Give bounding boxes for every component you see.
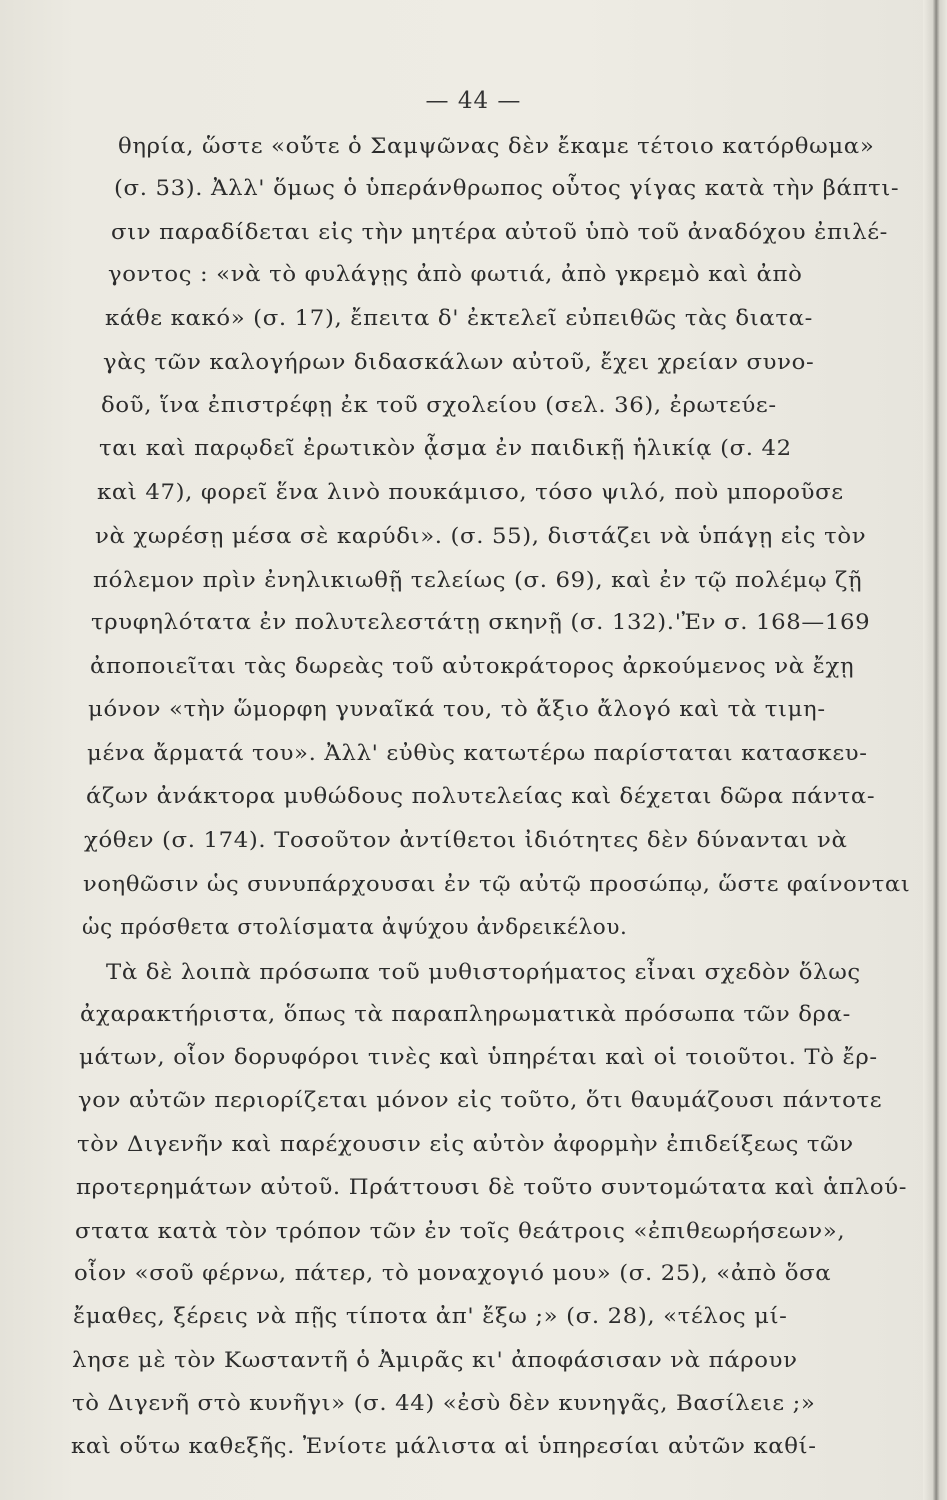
text-line: καὶ 47), φορεῖ ἕνα λινὸ πουκάμισο, τόσο ψιλό, ποὺ μποροῦσε [97, 480, 844, 505]
text-line: ἀποποιεῖται τὰς δωρεὰς τοῦ αὐτοκράτορος ἀρκούμενος νὰ ἔχῃ [90, 654, 855, 679]
text-line: χόθεν (σ. 174). Τοσοῦτον ἀντίθετοι ἰδιότητες δὲν δύνανται νὰ [84, 828, 848, 853]
text-line: γὰς τῶν καλογήρων διδασκάλων αὐτοῦ, ἔχει χρείαν συνο- [103, 350, 815, 375]
page-number: — 44 — [425, 88, 522, 114]
text-line: ἀχαρακτήριστα, ὅπως τὰ παραπληρωματικὰ πρόσωπα τῶν δρα- [80, 1002, 851, 1027]
text-line: οἷον «σοῦ φέρνω, πάτερ, τὸ μοναχογιό μου» (σ. 25), «ἀπὸ ὅσα [74, 1261, 832, 1286]
text-line: σιν παραδίδεται εἰς τὴν μητέρα αὐτοῦ ὑπὸ τοῦ ἀναδόχου ἐπιλέ- [111, 220, 888, 245]
text-line: προτερημάτων αὐτοῦ. Πράττουσι δὲ τοῦτο συντομώτατα καὶ ἁπλού- [76, 1175, 908, 1200]
text-line: τρυφηλότατα ἐν πολυτελεστάτῃ σκηνῇ (σ. 132).'Ἐν σ. 168—169 [91, 610, 871, 635]
text-line: ἔμαθες, ξέρεις νὰ πῇς τίποτα ἀπ' ἔξω ;» (σ. 28), «τέλος μί- [73, 1304, 788, 1329]
text-line: στατα κατὰ τὸν τρόπον τῶν ἐν τοῖς θεάτροις «ἐπιθεωρήσεων», [75, 1219, 846, 1244]
text-line: γον αὐτῶν περιορίζεται μόνον εἰς τοῦτο, ὅτι θαυμάζουσι πάντοτε [78, 1088, 883, 1113]
text-line: γοντος : «νὰ τὸ φυλάγῃς ἀπὸ φωτιά, ἀπὸ γκρεμὸ καὶ ἀπὸ [108, 262, 803, 287]
text-line: (σ. 53). Ἀλλ' ὅμως ὁ ὑπεράνθρωπος οὗτος γίγας κατὰ τὴν βάπτι- [114, 176, 900, 201]
text-line: μένα ἄρματά του». Ἀλλ' εὐθὺς κατωτέρω παρίσταται κατασκευ- [87, 741, 868, 766]
text-line: τὸ Διγενῆ στὸ κυνῆγι» (σ. 44) «ἐσὺ δὲν κυνηγᾶς, Βασίλειε ;» [72, 1391, 816, 1416]
text-line: ται καὶ παρῳδεῖ ἐρωτικὸν ᾆσμα ἐν παιδικῇ ἡλικίᾳ (σ. 42 [99, 436, 792, 461]
text-line: ὡς πρόσθετα στολίσματα ἀψύχου ἀνδρεικέλου. [82, 915, 628, 940]
text-line: πόλεμον πρὶν ἐνηλικιωθῇ τελείως (σ. 69), καὶ ἐν τῷ πολέμῳ ζῇ [93, 568, 863, 593]
text-line: κάθε κακό» (σ. 17), ἔπειτα δ' ἐκτελεῖ εὐπειθῶς τὰς διατα- [105, 306, 813, 331]
text-line: καὶ οὕτω καθεξῆς. Ἐνίοτε μάλιστα αἱ ὑπηρεσίαι αὐτῶν καθί- [71, 1434, 817, 1459]
text-line: νοηθῶσιν ὡς συνυπάρχουσαι ἐν τῷ αὐτῷ προσώπῳ, ὥστε φαίνονται [83, 872, 911, 897]
text-line: μάτων, οἷον δορυφόροι τινὲς καὶ ὑπηρέται καὶ οἱ τοιοῦτοι. Τὸ ἔρ- [79, 1045, 878, 1070]
text-line: μόνον «τὴν ὥμορφη γυναῖκά του, τὸ ἄξιο ἄλογό καὶ τὰ τιμη- [88, 697, 826, 722]
text-line: άζων ἀνάκτορα μυθώδους πολυτελείας καὶ δέχεται δῶρα πάντα- [86, 784, 876, 809]
text-line: θηρία, ὥστε «οὔτε ὁ Σαμψῶνας δὲν ἔκαμε τέτοιο κατόρθωμα» [118, 134, 875, 159]
page-edge-shadow [923, 0, 947, 1500]
text-line: νὰ χωρέσῃ μέσα σὲ καρύδι». (σ. 55), διστάζει νὰ ὑπάγῃ εἰς τὸν [95, 524, 867, 549]
text-line: λησε μὲ τὸν Κωσταντῆ ὁ Ἀμιρᾶς κι' ἀποφάσισαν νὰ πάρουν [72, 1348, 798, 1373]
text-line: δοῦ, ἵνα ἐπιστρέφῃ ἐκ τοῦ σχολείου (σελ. 36), ἐρωτεύε- [101, 393, 777, 418]
text-line: τὸν Διγενῆν καὶ παρέχουσιν εἰς αὐτὸν ἀφορμὴν ἐπιδείξεως τῶν [77, 1132, 854, 1157]
text-line: Τὰ δὲ λοιπὰ πρόσωπα τοῦ μυθιστορήματος εἶναι σχεδὸν ὅλως [106, 960, 861, 985]
